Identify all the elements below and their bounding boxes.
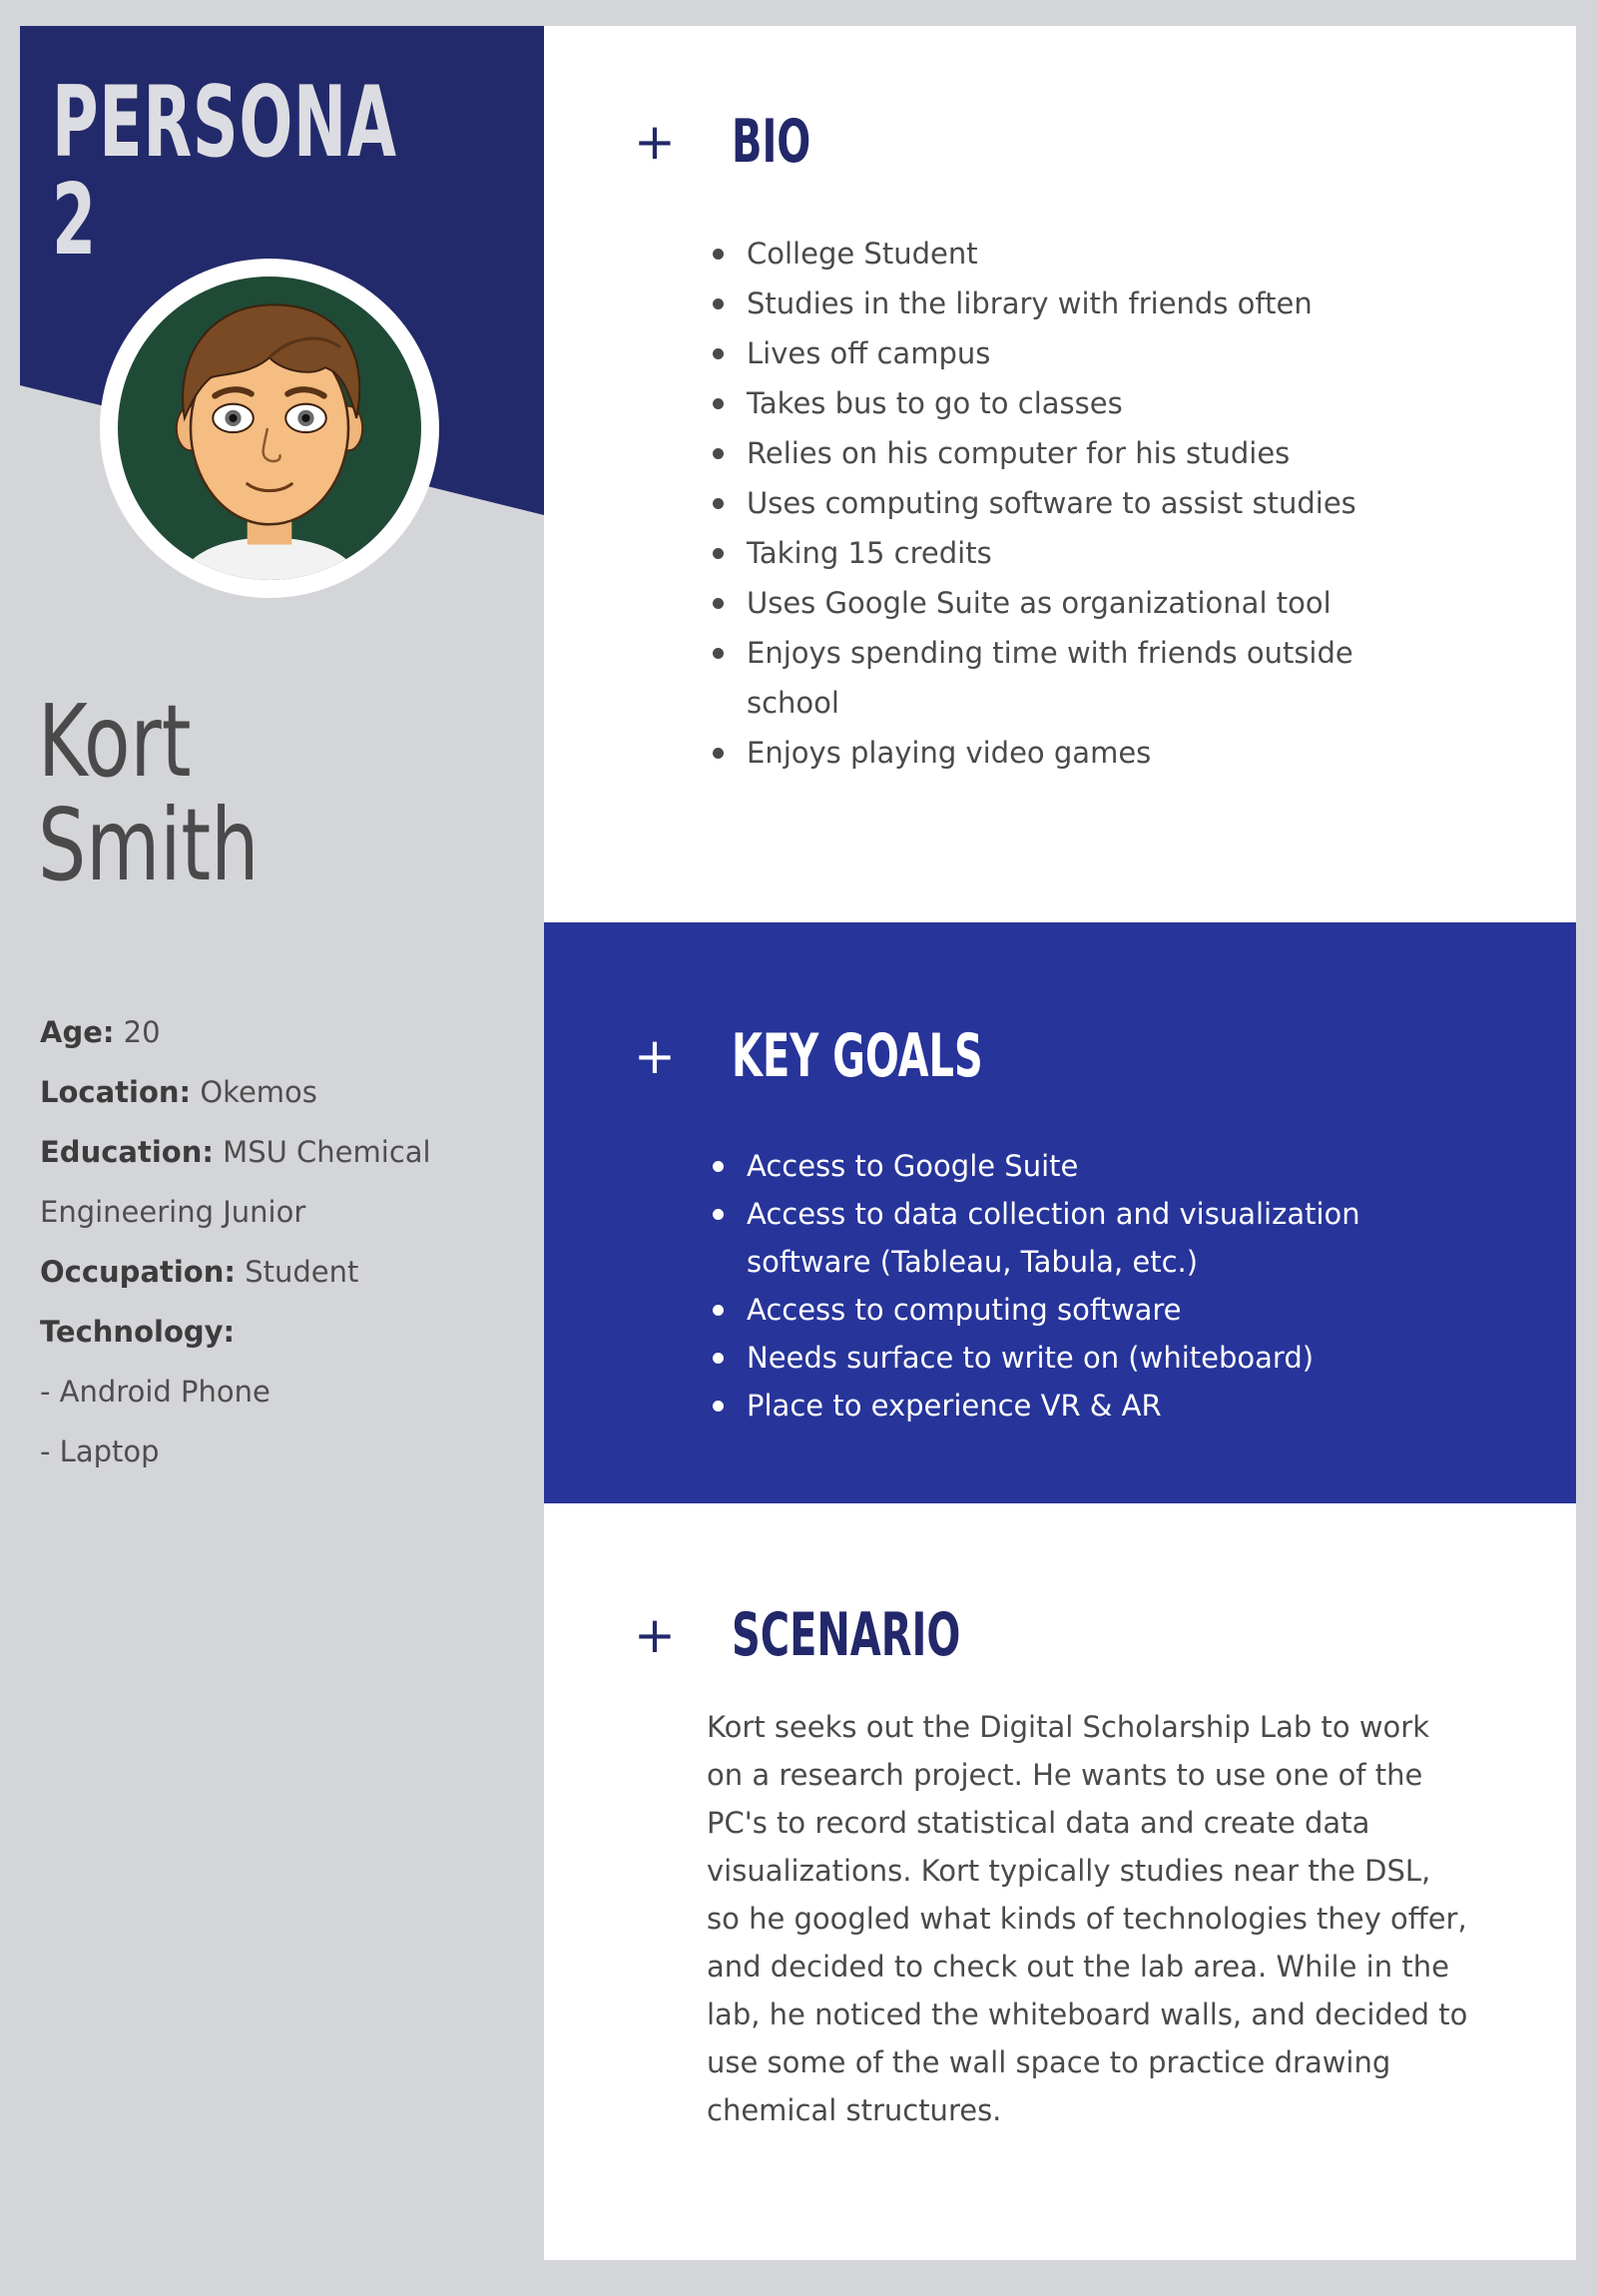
list-item: Needs surface to write on (whiteboard)	[709, 1334, 1427, 1382]
bio-section	[544, 26, 1576, 922]
scenario-title: SCENARIO	[732, 1600, 961, 1670]
list-item: Relies on his computer for his studies	[709, 428, 1427, 478]
content-column	[544, 26, 1576, 2260]
education-label: Education:	[40, 1135, 214, 1169]
age-value: 20	[114, 1015, 161, 1049]
location-row	[40, 1062, 519, 1122]
technology-item: - Android Phone	[40, 1375, 270, 1409]
demographics	[40, 1002, 519, 1481]
list-item: Taking 15 credits	[709, 528, 1427, 578]
plus-icon: +	[634, 1606, 676, 1664]
education-value: MSU Chemical Engineering Junior	[40, 1135, 431, 1229]
bio-header	[634, 107, 838, 177]
technology-item: - Laptop	[40, 1435, 160, 1468]
list-item: Uses computing software to assist studies	[709, 478, 1427, 528]
list-item: Studies in the library with friends often	[709, 279, 1427, 328]
list-item: Access to data collection and visualization software (Tableau, Tabula, etc.)	[709, 1190, 1427, 1286]
age-row	[40, 1002, 519, 1062]
key-goals-section	[544, 922, 1576, 1503]
list-item: Place to experience VR & AR	[709, 1382, 1427, 1430]
scenario-header	[634, 1600, 1041, 1670]
occupation-row	[40, 1242, 519, 1302]
avatar	[100, 259, 439, 598]
profile-column	[20, 26, 544, 2260]
technology-label: Technology:	[40, 1315, 236, 1349]
occupation-value: Student	[235, 1255, 359, 1289]
scenario-section	[544, 1503, 1576, 2260]
scenario-text: Kort seeks out the Digital Scholarship Lab to work on a research project. He wants to use one of the PC's to record statistical data and create data visualizations. Kort typically studies near the DSL, so he googled what kinds of technologies they offer, and decided to check out the lab area. While in the lab, he noticed the whiteboard walls, and decided to use some of the wall space to practice drawing chemical structures.	[707, 1710, 1468, 2127]
goals-title: KEY GOALS	[732, 1021, 983, 1091]
education-row	[40, 1122, 519, 1242]
plus-icon: +	[634, 1027, 676, 1085]
age-label: Age:	[40, 1015, 115, 1049]
list-item: Access to Google Suite	[709, 1142, 1427, 1190]
goals-list	[709, 1142, 1427, 1430]
list-item: Takes bus to go to classes	[709, 378, 1427, 428]
location-value: Okemos	[191, 1075, 317, 1109]
bitmoji-avatar-icon	[118, 277, 421, 580]
plus-icon: +	[634, 113, 676, 171]
list-item: Enjoys spending time with friends outside school	[709, 628, 1427, 728]
persona-name	[38, 683, 260, 903]
list-item: Access to computing software	[709, 1286, 1427, 1334]
first-name: Kort	[38, 683, 192, 800]
occupation-label: Occupation:	[40, 1255, 236, 1289]
list-item: College Student	[709, 229, 1427, 279]
list-item: Lives off campus	[709, 328, 1427, 378]
technology-row	[40, 1302, 519, 1362]
persona-title: PERSONA 2	[52, 66, 397, 278]
bio-list	[709, 229, 1427, 778]
bio-title: BIO	[732, 107, 811, 177]
last-name: Smith	[38, 787, 260, 903]
list-item: Uses Google Suite as organizational tool	[709, 578, 1427, 628]
goals-header	[634, 1021, 1071, 1091]
list-item: Enjoys playing video games	[709, 728, 1427, 778]
location-label: Location:	[40, 1075, 192, 1109]
